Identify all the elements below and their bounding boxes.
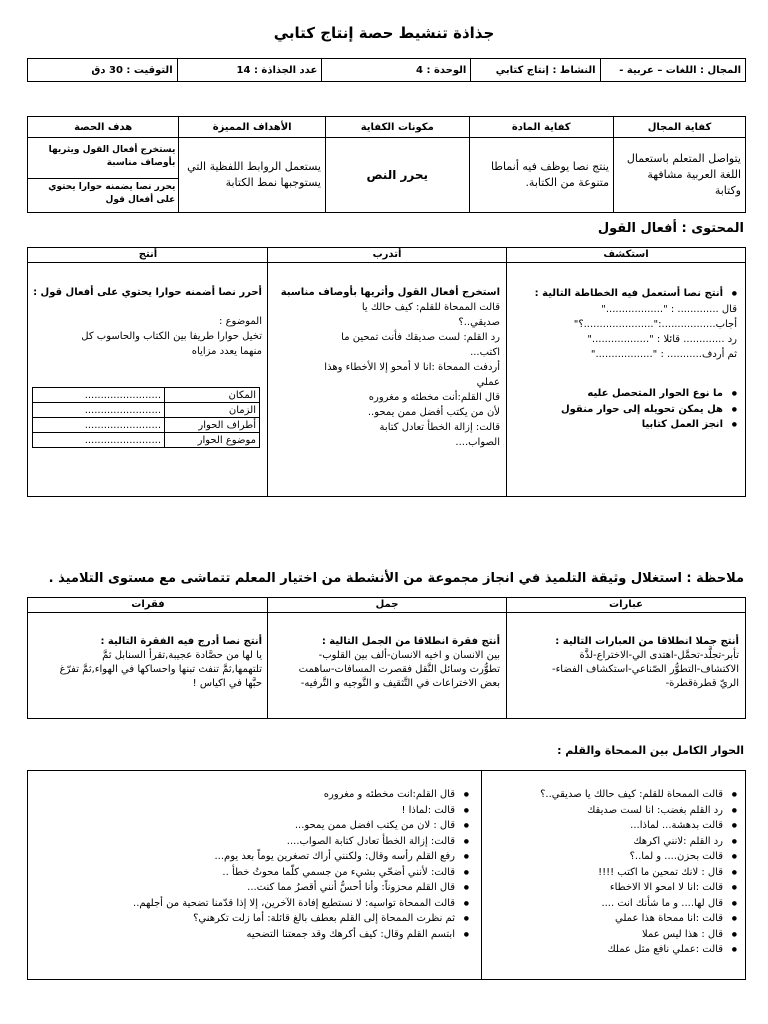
dialogue-line: ● قالت :انا ممحاة هذا عملي — [540, 911, 737, 927]
phrases-line: الاكتشاف-التطوُّر الصّناعي-استكشاف الفضاء- — [551, 664, 739, 675]
timing-cell: التوقيت : 30 دق — [28, 59, 178, 82]
dialogue-box — [27, 770, 746, 980]
paragraphs-header: فقرات — [28, 598, 268, 613]
dialogue-line: ● ثم نظرت الممحاة إلى القلم بعطف بالغ قائلة: أما زلت تكرهني؟ — [133, 911, 469, 927]
practice-line: لأن من يكتب أفضل ممن يمحو.. — [367, 407, 500, 418]
dialogue-left-column — [28, 771, 482, 979]
dialogue-line: ● ابتسم القلم وقال: كيف أكرهك وقد جمعتنا التضحيه — [133, 927, 469, 943]
dialogue-line: ● قالت بدهشة... لماذا... — [540, 818, 737, 834]
dialogue-line: ● قالت الممحاة للقلم: كيف حالك يا صديقي..؟ — [540, 787, 737, 803]
practice-column — [267, 248, 507, 496]
explore-line: قال ............. : ".................." — [601, 304, 737, 315]
page-title: جذاذة تنشيط حصة إنتاج كتابي — [273, 24, 495, 42]
header-subject-competency: كفاية المادة — [469, 117, 613, 138]
field-cell: المجال : اللغات – عربية - — [600, 59, 745, 82]
dialogue-line: ● قالت :عملي نافع مثل عملك — [540, 942, 737, 958]
practice-line: عملي — [476, 377, 500, 388]
note-text: ملاحظة : استغلال وثيقة التلميذ في انجاز مجموعة من الأنشطة من اختيار المعلم تتماشى مع مستوى التلاميذ . — [48, 571, 744, 586]
produce-topic-line: تخيل حوارا طريفا بين الكتاب والحاسوب كل — [81, 331, 262, 342]
dialogue-line: ● قال لها.... و ما شأنك انت .... — [540, 896, 737, 912]
element-value: ........................ — [33, 403, 165, 418]
phrases-column — [507, 598, 745, 718]
explore-line: رد ............. قائلا : ".................." — [587, 334, 737, 345]
explore-question: ● انجز العمل كتابيا — [561, 417, 737, 433]
dialogue-right-column — [480, 771, 745, 979]
element-value: ........................ — [33, 433, 165, 448]
element-value: ........................ — [33, 388, 165, 403]
dialogue-line: ● قال القلم محزوناً: وأنا أحسُّ أنني أقصرُ مما كنت... — [133, 880, 469, 896]
element-label: موضوع الحوار — [165, 433, 260, 448]
dialogue-line: ● قال : هذا ليس عملا — [540, 927, 737, 943]
dialogue-line: ● قالت :لماذا ! — [133, 803, 469, 819]
dialogue-line: ● قالت :انا لا امحو الا الاخطاء — [540, 880, 737, 896]
explore-task: ● أنتج نصا أستعمل فيه الخطاطة التالية : — [535, 286, 737, 302]
sheet-number-cell: عدد الجذاذة : 14 — [177, 59, 322, 82]
activity-cell: النشاط : إنتاج كتابي — [471, 59, 600, 82]
phrases-line: الريّ قطرةقطرة- — [665, 678, 739, 689]
practice-line: رد القلم: لست صديقك فأنت تمحين ما — [341, 332, 500, 343]
paragraphs-line: حبَّها في اكياس ! — [192, 678, 262, 689]
produce-topic-label: الموضوع : — [219, 316, 262, 327]
explore-line: ثم أردف........... : ".................." — [590, 349, 737, 360]
field-competency-text: يتواصل المتعلم باستعمال اللغة العربية مشافهة وكتابة — [613, 138, 745, 213]
dialogue-title: الحوار الكامل بين الممحاة والقلم : — [557, 744, 744, 757]
phrases-line: تأبر-تجلَّد-تحمَّل-اهتدى الي-الاختراع-لذَّة — [579, 650, 739, 661]
practice-line: أردفت الممحاة :انا لا أمحو إلا الأخطاء وهذا — [324, 362, 500, 373]
goals-table — [27, 116, 746, 213]
phrases-header: عبارات — [507, 598, 745, 613]
produce-header: أنتج — [28, 248, 268, 263]
paragraphs-line: تلتهمها,ثمَّ تنفث تبنها واحساكها في الهواء,ثمَّ تفرّغ — [59, 664, 262, 675]
paragraphs-column — [28, 598, 268, 718]
produce-task: أحرر نصا أضمنه حوارا يحتوي على أفعال قول : — [33, 287, 262, 298]
practice-line: قالت الممحاة للقلم: كيف حالك يا — [361, 302, 500, 313]
sentences-line: تطوُّرت وسائل النَّقل فقصرت المسافات-ساهمت — [298, 664, 500, 675]
dialogue-line: ● قال : لانك تمحين ما اكتب !!!! — [540, 865, 737, 881]
component-text: يحرر النص — [325, 138, 469, 213]
element-value: ........................ — [33, 418, 165, 433]
dialogue-line: ● قالت: إزالة الخطأ تعادل كتابة الصواب.... — [133, 834, 469, 850]
explore-column — [507, 248, 745, 496]
explore-question: ● ما نوع الحوار المتحصل عليه — [561, 386, 737, 402]
practice-line: اكتب... — [470, 347, 500, 358]
objectives-text: يستعمل الروابط اللفظية التي يستوجبها نمط الكتابة — [179, 138, 326, 213]
produce-topic-line: منهما يعدد مزاياه — [191, 346, 262, 357]
unit-cell: الوحدة : 4 — [322, 59, 471, 82]
paragraphs-task: أنتج نصا أدرج فيه الفقرة التالية : — [100, 636, 262, 647]
sentences-header: جمل — [268, 598, 506, 613]
header-lesson-goal: هدف الحصة — [28, 117, 179, 138]
element-label: الزمان — [165, 403, 260, 418]
practice-task: استخرج أفعال القول وأثريها بأوصاف مناسبة — [280, 287, 500, 298]
practice-line: صديقي..؟ — [458, 317, 500, 328]
sentences-line: بين الانسان و اخيه الانسان-ألف بين القلوب- — [318, 650, 500, 661]
explore-line: أجاب.................:"......................؟" — [573, 319, 737, 330]
dialogue-line: ● رد القلم :لانني اكرهك — [540, 834, 737, 850]
sentences-task: أنتج فقرة انطلاقا من الجمل التالية : — [321, 636, 500, 647]
lesson-goal-2: يحرر نصا يضمنه حوارا يحتوي على أفعال قول — [48, 181, 176, 205]
dialogue-line: ● قالت الممحاة تواسيه: لا نستطيع إفادة الآخرين، إلا إذا قدّمنا تضحية من أجلهم.. — [133, 896, 469, 912]
dialogue-line: ● رد القلم بغضب: انا لست صديقك — [540, 803, 737, 819]
explore-header: استكشف — [507, 248, 745, 263]
paragraphs-line: يا لها من حصَّادة عجيبة,تقرأ السنابل ثمَّ — [102, 650, 262, 661]
header-objectives: الأهداف المميزة — [179, 117, 326, 138]
sentences-column — [267, 598, 507, 718]
header-components: مكونات الكفاية — [325, 117, 469, 138]
dialogue-line: ● قالت بحزن.... و لما..؟ — [540, 849, 737, 865]
practice-line: قالت: إزالة الخطأ تعادل كتابة — [379, 422, 500, 433]
practice-line: الصواب.... — [455, 437, 500, 448]
produce-elements-table — [32, 387, 260, 448]
info-table — [27, 58, 746, 82]
phrases-task: أنتج جملا انطلاقا من العبارات التالية : — [555, 636, 739, 647]
dialogue-line: ● قال القلم:انت مخطئه و مغروره — [133, 787, 469, 803]
lesson-goal-1: يستخرج أفعال القول ويثريها بأوصاف مناسبة — [28, 142, 178, 179]
practice-header: أتدرب — [268, 248, 506, 263]
element-label: أطراف الحوار — [165, 418, 260, 433]
element-label: المكان — [165, 388, 260, 403]
header-field-competency: كفاية المجال — [613, 117, 745, 138]
dialogue-line: ● قالت: لأنني أضحّي بشيء من جسمي كلّما محوتُ خطأ .. — [133, 865, 469, 881]
produce-column — [28, 248, 268, 496]
dialogue-line: ● رفع القلم رأسه وقال: ولكنني أراك تصغرين يوماً بعد يوم... — [133, 849, 469, 865]
content-title: المحتوى : أفعال القول — [597, 221, 744, 236]
subject-competency-text: ينتج نصا يوظف فيه أنماطا متنوعة من الكتابة. — [469, 138, 613, 213]
practice-line: قال القلم:أنت مخطئه و مغروره — [368, 392, 500, 403]
extra-activities-box — [27, 597, 746, 719]
explore-question: ● هل يمكن تحويله إلى حوار منقول — [561, 402, 737, 418]
sentences-line: بعض الاختراعات في التَّثقيف و التَّوجيه و التَّرفيه- — [300, 678, 500, 689]
activities-box — [27, 247, 746, 497]
dialogue-line: ● قال : لان من يكتب افضل ممن يمحو... — [133, 818, 469, 834]
